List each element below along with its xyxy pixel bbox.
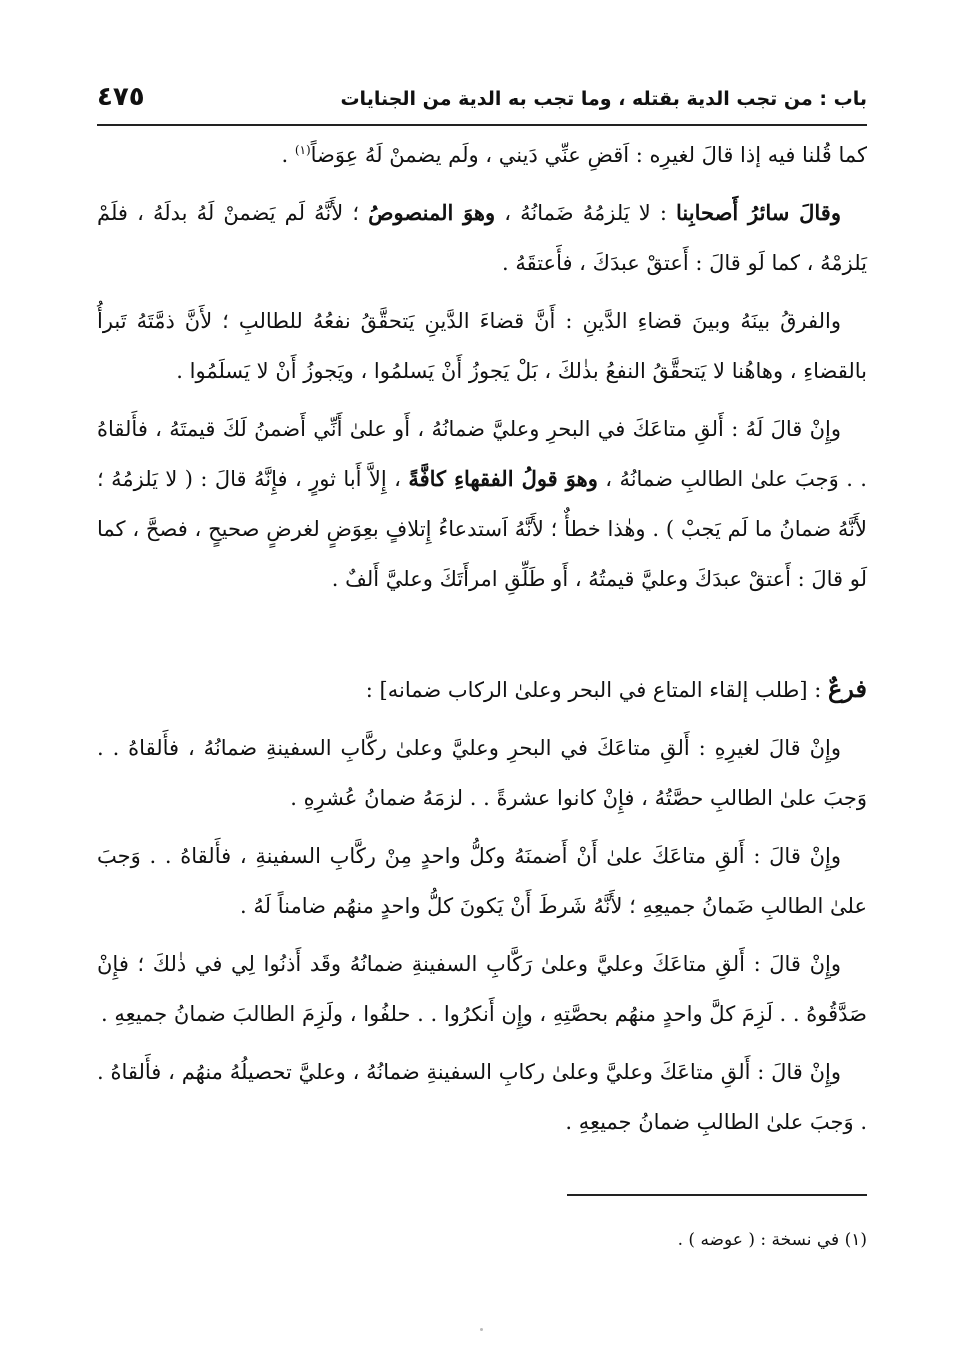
subsection-heading (97, 664, 867, 715)
page-mark (480, 1328, 483, 1331)
paragraph-2 (97, 188, 867, 288)
paragraph-2-mid: : لا يَلزمُهُ ضَمانُهُ ، (495, 201, 677, 225)
footnote: (١) في نسخة : ( عوضه ) . (677, 1230, 867, 1250)
paragraph-4-bold: وهوَ قولُ الفقهاءِ كافَّةً (408, 466, 598, 491)
paragraph-3: والفرقُ بينَهُ وبينَ قضاءِ الدَّينِ : أَنَّ قضاءَ الدَّينِ يَتحقَّقُ نفعُهُ للطالبِ ؛ لأَنَّ ذمَّتَهُ تَبرأُ بالقضاءِ ، وهاهُنا لا يَتحقَّقُ النفعُ بذٰلكَ ، بَلْ يَجوزُ أَنْ يَسلمُوا ، ويَجوزُ أَنْ لا يَسلَمُوا . (97, 309, 867, 383)
paragraph-2-lead: وقالَ سائرُ أَصحابِنا (676, 200, 841, 225)
footnote-rule (567, 1194, 867, 1196)
paragraph-9: وإِنْ قالَ : أَلقِ متاعَكَ وعليَّ وعلىٰ ركابِ السفينةِ ضمانُهُ ، وعليَّ تحصيلُهُ منهُم ، فأَلقاهُ . . وَجبَ علىٰ الطالبِ ضمانُ جميعِهِ . (97, 1060, 867, 1134)
paragraph-8: وإِنْ قالَ : أَلقِ متاعَكَ وعليَّ وعلىٰ رَكَّابِ السفينةِ ضمانُهُ وقَد أَذنُوا لِي في ذٰلكَ ؛ فإِنْ صَدَّقُوهُ . . لَزِمَ كلَّ واحدٍ منهُم بحصَّتِهِ ، وإِن أَنكرُوا . . حلفُوا ، ولَزِمَ الطالبَ ضمانُ جميعِهِ . (97, 952, 867, 1026)
paragraph-4-part2: ، إِلاَّ أَبا ثورٍ ، فإِنَّهُ قالَ : ( لا يَلزمُهُ ؛ لأَنَّهُ ضمانُ ما لَم يَجبْ ) . وهٰذا خطأٌ ؛ لأَنَّهُ اَستدعاءُ إِتلافٍ بعِوَضٍ لغرضٍ صحيحٍ ، فصحَّ ، كما لَو قالَ : أَعتقْ عبدَكَ وعليَّ قيمتُهُ ، أَو طَلِّقِ امرأَتَكَ وعليَّ أَلفٌ . (97, 467, 867, 591)
paragraph-1-text: كما قُلنا فيه إذا قالَ لغيرِه : اَقضِ عنِّي دَيني ، ولَم يضمنْ لَهُ عِوَضاً (310, 143, 867, 167)
running-header (97, 82, 867, 122)
paragraph-1-end: . (281, 143, 295, 167)
chapter-title: باب : من تجب الدية بقتله ، وما تجب به الدية من الجنايات (340, 88, 867, 110)
paragraph-7: وإِنْ قالَ : أَلقِ متاعَكَ علىٰ أَنْ أَضمنَهُ وكلُّ واحدٍ مِنْ ركَّابِ السفينةِ ، فأَلقاهُ . . وَجبَ علىٰ الطالبِ ضَمانُ جميعِهِ ؛ لأَنَّهُ شَرطَ أَنْ يَكونَ كلُّ واحدٍ منهُم ضامناً لَهُ . (97, 844, 867, 918)
paragraph-2-rest: ؛ لأَنَّهُ لَم يَضمنْ لَهُ بدلَهُ ، فلَمْ يَلزمْهُ ، كما لَو قالَ : أَعتقْ عبدَكَ ، فأَعتقَهُ . (97, 201, 867, 275)
footnote-marker: (١) (294, 143, 311, 157)
section-gap (97, 612, 867, 664)
paragraph-1 (97, 130, 867, 180)
paragraph-2-bold: وهوَ المنصوصُ (368, 200, 496, 225)
header-rule (97, 124, 867, 126)
paragraph-4-part1: وإِنْ قالَ لَهُ : أَلقِ متاعَكَ في البحرِ وعليَّ ضمانُهُ ، أَو علىٰ أَنِّي أَضمنُ لَكَ قيمتَهُ ، فأَلقاهُ . . وَجبَ علىٰ الطالبِ ضمانُهُ ، (97, 417, 867, 491)
main-text (97, 130, 867, 1155)
paragraph-6: وإِنْ قالَ لغيرِهِ : أَلقِ متاعَكَ في البحرِ وعليَّ وعلىٰ ركَّابِ السفينةِ ضمانُهُ ، فأَلقاهُ . . وَجبَ علىٰ الطالبِ حصَّتُهُ ، فإِنْ كانوا عشرةً . . لزمَهُ ضمانُ عُشرِهِ . (97, 736, 867, 810)
paragraph-4 (97, 404, 867, 604)
subsection-lead: فرعٌ (827, 674, 867, 703)
page-number: ٤٧٥ (97, 82, 145, 112)
subsection-title: : [طلب إلقاء المتاع في البحر وعلىٰ الركاب ضمانه] : (365, 678, 828, 702)
